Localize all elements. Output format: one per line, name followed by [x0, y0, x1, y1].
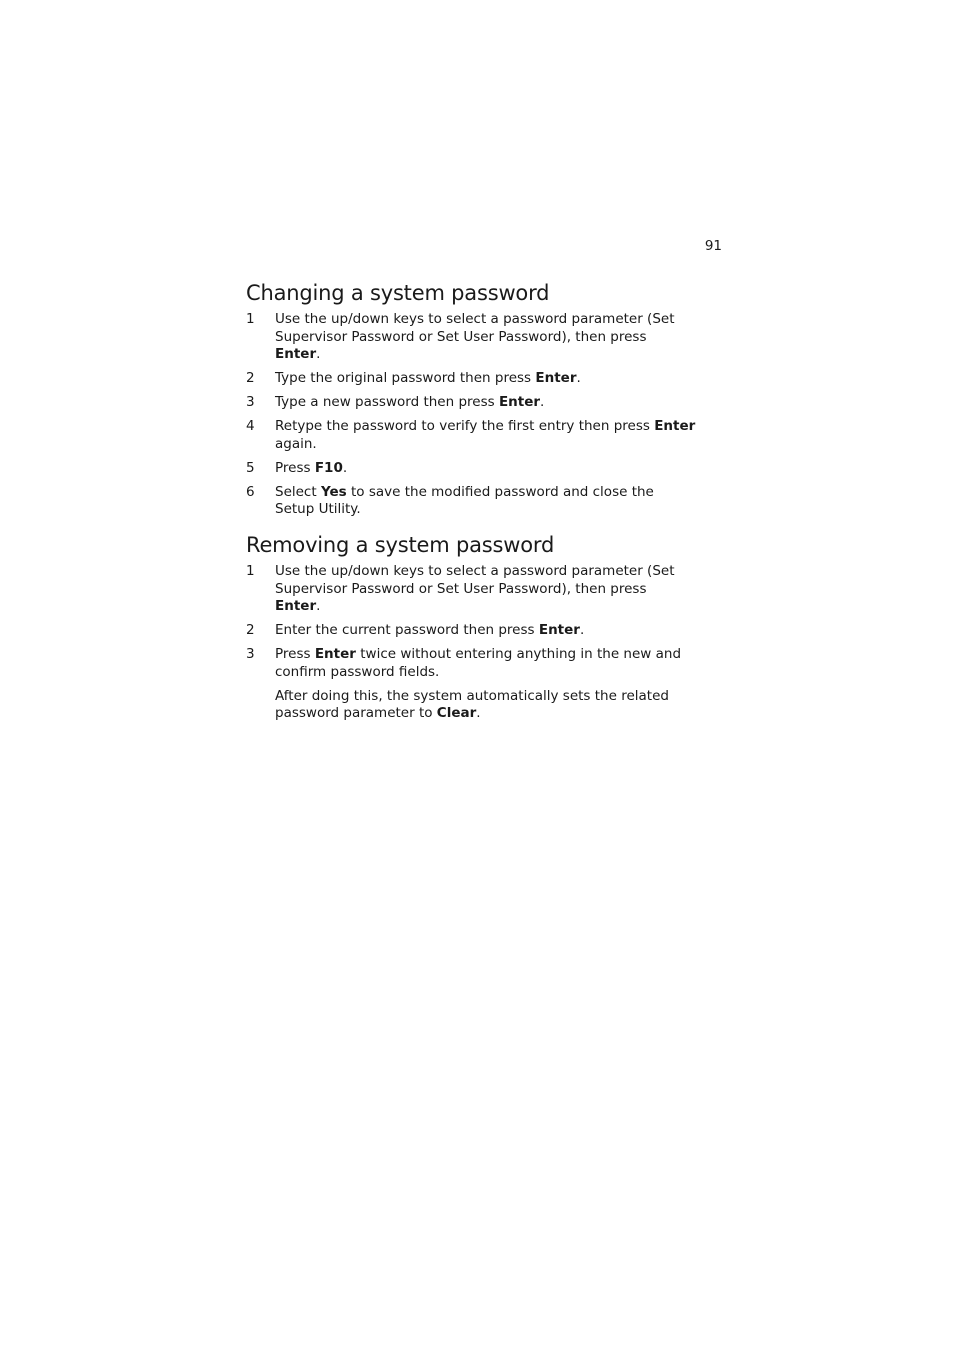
step-text-part: again.	[275, 435, 317, 452]
step-text-part: .	[540, 394, 545, 410]
list-item	[246, 646, 706, 681]
step-number: 1	[246, 563, 255, 579]
list-item	[246, 370, 706, 388]
step-text-part: Press	[275, 459, 315, 476]
step-text-part: Select	[275, 483, 321, 500]
step-key-name: Enter	[314, 646, 356, 662]
step-key-name: Enter	[535, 370, 577, 386]
step-text-part: twice without entering anything in the new and confirm password fields.	[275, 646, 682, 680]
step-number: 3	[246, 394, 255, 410]
section-changing-password	[246, 279, 706, 525]
step-text	[275, 394, 706, 412]
step-text-part: .	[576, 370, 581, 386]
step-text-part: to save the modified password and close the Setup Utility.	[275, 483, 654, 517]
section-heading: Changing a system password	[246, 281, 550, 305]
step-text	[275, 460, 706, 478]
step-number: 4	[246, 418, 255, 434]
step-text	[275, 370, 706, 388]
step-key-name: Enter	[275, 598, 317, 614]
step-key-name: Enter	[654, 418, 696, 434]
note-value: Clear	[436, 705, 477, 721]
step-text-part: .	[342, 459, 348, 476]
list-item	[246, 484, 706, 519]
step-text-part: Use the up/down keys to select a password parameter (Set Supervisor Password or Set User Password), then press	[275, 563, 675, 597]
list-item	[246, 563, 706, 616]
step-text-part: .	[316, 598, 321, 614]
step-number: 6	[246, 483, 255, 500]
step-text-part: .	[579, 622, 585, 638]
step-text	[275, 563, 706, 616]
list-item	[246, 622, 706, 640]
step-key-name: Yes	[320, 483, 347, 500]
step-text	[275, 622, 706, 640]
step-number: 2	[246, 370, 255, 386]
step-key-name: Enter	[498, 394, 541, 410]
step-text-part: Retype the password to verify the first entry then press	[275, 418, 655, 434]
step-note	[275, 688, 706, 723]
section-heading: Removing a system password	[246, 533, 555, 557]
list-item	[246, 394, 706, 412]
list-item	[246, 311, 706, 364]
list-item	[246, 460, 706, 478]
step-text-part: Enter the current password then press	[275, 622, 539, 638]
step-number: 1	[246, 311, 255, 327]
step-key-name: Enter	[538, 622, 580, 638]
step-text-part: Type a new password then press	[275, 394, 499, 410]
step-text-part: Type the original password then press	[275, 370, 536, 386]
step-number: 2	[246, 622, 255, 638]
step-number: 3	[246, 646, 255, 662]
note-text-part: .	[476, 705, 481, 721]
step-key-name: Enter	[275, 346, 317, 362]
note-text-part: After doing this, the system automatically sets the related password parameter to	[275, 687, 669, 721]
list-item	[246, 418, 706, 453]
step-key-name: F10	[314, 459, 343, 476]
step-text	[275, 484, 706, 519]
step-text	[275, 646, 706, 681]
page-number: 91	[704, 238, 722, 254]
step-text-part: .	[316, 346, 321, 362]
step-number: 5	[246, 459, 255, 476]
step-text-part: Press	[275, 646, 315, 662]
step-text	[275, 311, 706, 364]
section-removing-password	[246, 531, 706, 723]
steps-list	[246, 563, 706, 681]
steps-list	[246, 311, 706, 519]
step-text-part: Use the up/down keys to select a password parameter (Set Supervisor Password or Set User Password), then press	[275, 311, 675, 345]
step-text	[275, 418, 706, 453]
